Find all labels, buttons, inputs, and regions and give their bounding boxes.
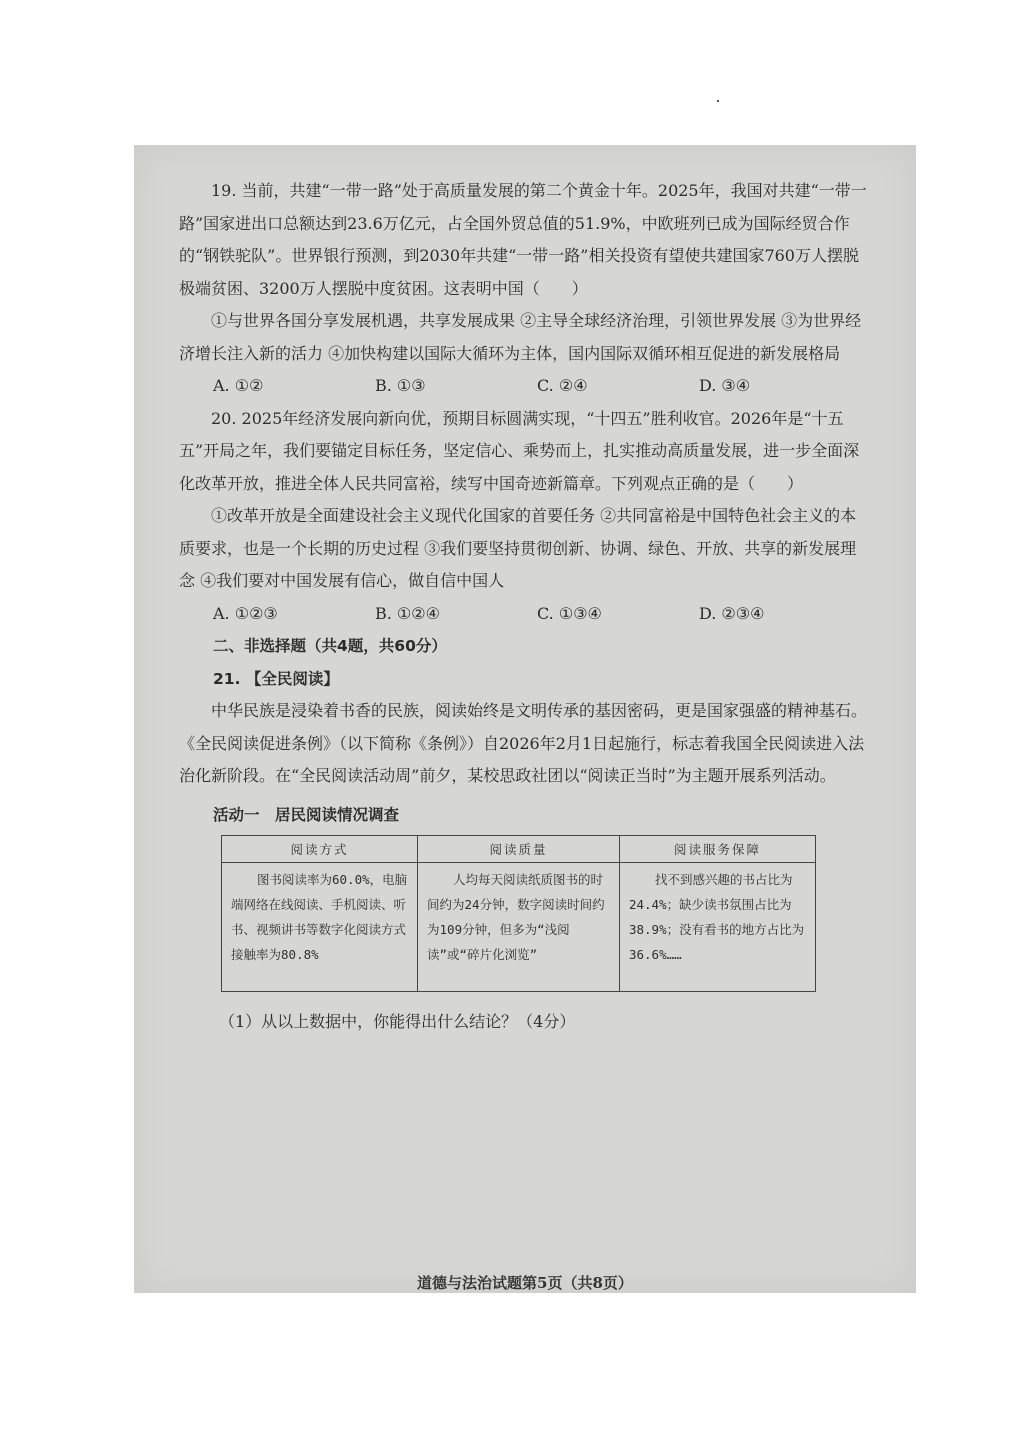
section-heading: 二、非选择题（共4题，共60分） xyxy=(213,637,447,655)
table-header: 阅读质量 xyxy=(418,836,620,863)
q19-option-c: C. ②④ xyxy=(537,376,588,395)
survey-table xyxy=(221,835,816,992)
q20-statements: ①改革开放是全面建设社会主义现代化国家的首要任务 ②共同富裕是中国特色社会主义的本质要求，也是一个长期的历史过程 ③我们要坚持贯彻创新、协调、绿色、开放、共享的新发展理念 ④我们要对中国发展有信心，做自信中国人 xyxy=(179,506,857,590)
table-cell: 图书阅读率为60.0%，电脑端网络在线阅读、手机阅读、听书、视频讲书等数字化阅读方式接触率为80.8% xyxy=(222,863,418,992)
q20-option-c: C. ①③④ xyxy=(537,603,602,623)
q19-statements: ①与世界各国分享发展机遇，共享发展成果 ②主导全球经济治理，引领世界发展 ③为世界经济增长注入新的活力 ④加快构建以国际大循环为主体，国内国际双循环相互促进的新发展格局 xyxy=(179,311,862,363)
q19-option-d: D. ③④ xyxy=(699,376,751,395)
q21-title: 21. 【全民阅读】 xyxy=(213,669,339,688)
q19-options xyxy=(179,370,869,403)
q19-option-b: B. ①③ xyxy=(375,376,426,395)
q20-options xyxy=(179,598,869,631)
table-row xyxy=(222,863,816,992)
activity-heading: 活动一 居民阅读情况调查 xyxy=(213,805,400,824)
q20-option-a: A. ①②③ xyxy=(213,603,278,623)
table-header-row xyxy=(222,836,816,863)
page-footer: 道德与法治试题第5页（共8页） xyxy=(417,1274,633,1292)
q20-stem: 20. 2025年经济发展向新向优，预期目标圆满实现，“十四五”胜利收官。2026年是“十五五”开局之年，我们要锚定目标任务，坚定信心、乘势而上，扎实推动高质量发展，进一步全面深化改革开放，推进全体人民共同富裕，续写中国奇迹新篇章。下列观点正确的是（ ） xyxy=(179,408,860,493)
table-header: 阅读服务保障 xyxy=(619,836,815,863)
exam-page xyxy=(134,145,916,1293)
scan-speck xyxy=(717,100,719,102)
page-content xyxy=(179,175,869,1039)
q20-option-d: D. ②③④ xyxy=(699,603,765,623)
q20-option-b: B. ①②④ xyxy=(375,603,440,623)
q21-question-1: （1）从以上数据中，你能得出什么结论？（4分） xyxy=(219,1012,576,1031)
table-cell: 人均每天阅读纸质图书的时间约为24分钟，数字阅读时间约为109分钟，但多为“浅阅读”或“碎片化浏览” xyxy=(418,863,620,992)
table-cell: 找不到感兴趣的书占比为24.4%；缺少读书氛围占比为38.9%；没有看书的地方占比为36.6%…… xyxy=(619,863,815,992)
q21-intro: 中华民族是浸染着书香的民族，阅读始终是文明传承的基因密码，更是国家强盛的精神基石。《全民阅读促进条例》（以下简称《条例》）自2026年2月1日起施行，标志着我国全民阅读进入法治化新阶段。在“全民阅读活动周”前夕，某校思政社团以“阅读正当时”为主题开展系列活动。 xyxy=(179,701,868,785)
table-header: 阅读方式 xyxy=(222,836,418,863)
q19-stem: 19. 当前，共建“一带一路”处于高质量发展的第二个黄金十年。2025年，我国对共建“一带一路”国家进出口总额达到23.6万亿元，占全国外贸总值的51.9%，中欧班列已成为国际经贸合作的“钢铁驼队”。世界银行预测，到2030年共建“一带一路”相关投资有望使共建国家760万人摆脱极端贫困、3200万人摆脱中度贫困。这表明中国（ ） xyxy=(179,181,867,298)
q19-option-a: A. ①② xyxy=(213,376,264,395)
